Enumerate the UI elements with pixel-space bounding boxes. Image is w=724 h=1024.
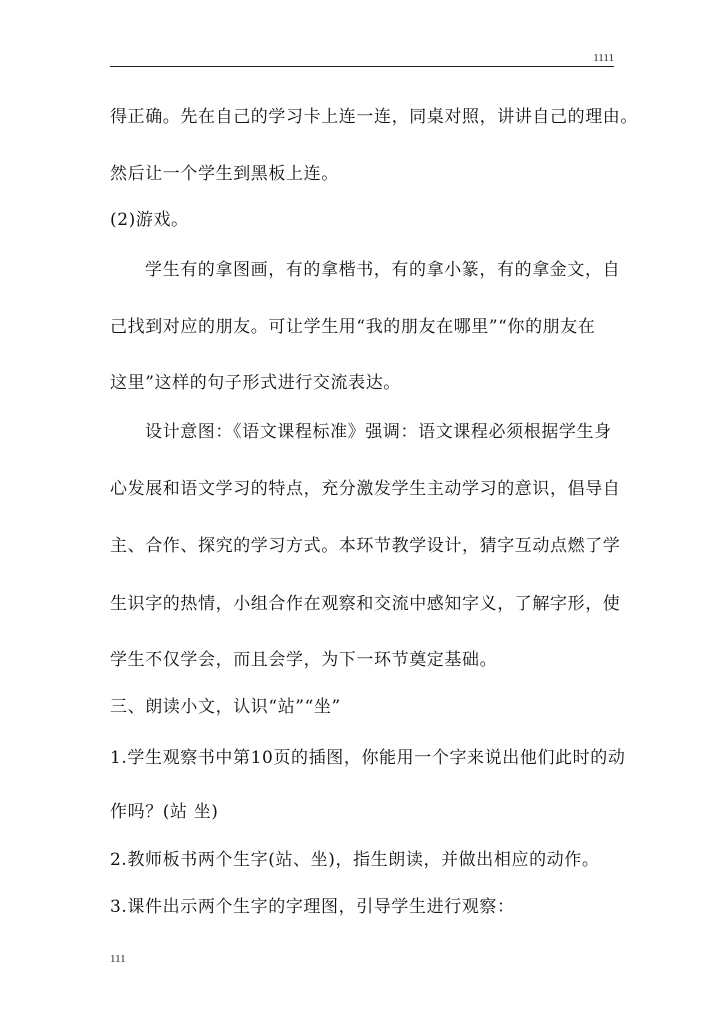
body-line: (2)游戏。 [110, 210, 189, 230]
body-line: 己找到对应的朋友。可让学生用“我的朋友在哪里”“你的朋友在 [110, 317, 596, 337]
body-line: 1.学生观察书中第10页的插图，你能用一个字来说出他们此时的动 [110, 748, 626, 768]
body-line: 生识字的热情，小组合作在观察和交流中感知字义，了解字形，使 [110, 594, 621, 614]
body-line: 然后让一个学生到黑板上连。 [110, 164, 339, 184]
body-line: 2.教师板书两个生字(站、坐)，指生朗读，并做出相应的动作。 [110, 850, 600, 870]
body-line: 这里”这样的句子形式进行交流表达。 [110, 373, 401, 393]
footer-page-label: 111 [110, 953, 126, 965]
body-line: 心发展和语文学习的特点，充分激发学生主动学习的意识，倡导自 [110, 479, 621, 499]
body-line: 设计意图：《语文课程标准》强调：语文课程必须根据学生身 [145, 422, 612, 442]
header-page-label: 1111 [593, 52, 614, 64]
body-line: 学生有的拿图画，有的拿楷书，有的拿小篆，有的拿金文，自 [145, 260, 621, 280]
body-line: 作吗？(站 坐) [110, 802, 219, 822]
section-heading: 三、朗读小文，认识“站”“坐” [110, 697, 341, 717]
body-line: 3.课件出示两个生字的字理图，引导学生进行观察： [110, 897, 515, 917]
header-divider [110, 66, 614, 67]
body-line: 学生不仅学会，而且会学，为下一环节奠定基础。 [110, 650, 498, 670]
body-line: 得正确。先在自己的学习卡上连一连，同桌对照，讲讲自己的理由。 [110, 107, 638, 127]
body-line: 主、合作、探究的学习方式。本环节教学设计，猜字互动点燃了学 [110, 536, 621, 556]
